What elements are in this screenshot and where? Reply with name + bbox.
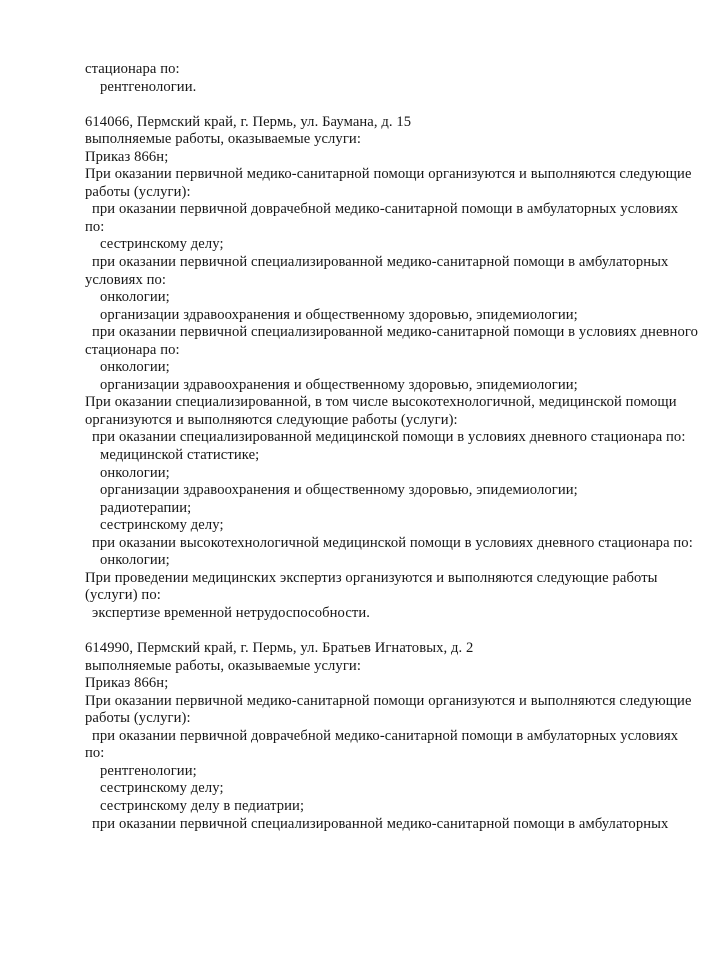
text-line: экспертизе временной нетрудоспособности. xyxy=(92,604,371,621)
text-line: (услуги) по: xyxy=(85,587,161,604)
text-line: при оказании первичной специализированной медико-санитарной помощи в амбулаторных xyxy=(92,815,669,832)
text-line: радиотерапии; xyxy=(100,499,192,516)
text-line: работы (услуги): xyxy=(85,710,191,727)
text-line: онкологии; xyxy=(100,359,170,376)
text-line: медицинской статистике; xyxy=(100,447,260,464)
text-line: При проведении медицинских экспертиз организуются и выполняются следующие работы xyxy=(85,569,658,586)
text-line: выполняемые работы, оказываемые услуги: xyxy=(85,657,361,674)
text-line: при оказании высокотехнологичной медицинской помощи в условиях дневного стационара по: xyxy=(92,534,693,551)
text-line: при оказании первичной доврачебной медико-санитарной помощи в амбулаторных условиях xyxy=(92,727,679,744)
text-line: выполняемые работы, оказываемые услуги: xyxy=(85,131,361,148)
text-line: онкологии; xyxy=(100,464,170,481)
text-line: стационара по: xyxy=(85,61,180,77)
text-line: сестринскому делу; xyxy=(100,780,224,797)
text-line: по: xyxy=(85,745,105,762)
text-line: сестринскому делу; xyxy=(100,517,224,534)
text-line: 614066, Пермский край, г. Пермь, ул. Баумана, д. 15 xyxy=(85,113,412,130)
text-line: рентгенологии. xyxy=(100,78,197,95)
blank-line xyxy=(85,96,691,114)
text-line: При оказании первичной медико-санитарной помощи организуются и выполняются следующие xyxy=(85,692,692,709)
text-line: При оказании первичной медико-санитарной помощи организуются и выполняются следующие xyxy=(85,166,692,183)
document-page xyxy=(85,61,698,833)
text-line: при оказании специализированной медицинской помощи в условиях дневного стационара по: xyxy=(92,429,686,446)
text-line: Приказ 866н; xyxy=(85,148,169,165)
text-line: сестринскому делу в педиатрии; xyxy=(100,797,305,814)
text-line: организации здравоохранения и общественному здоровью, эпидемиологии; xyxy=(100,306,578,323)
text-line: рентгенологии; xyxy=(100,762,197,779)
text-line: при оказании первичной специализированной медико-санитарной помощи в условиях дневного xyxy=(92,324,698,341)
text-line: по: xyxy=(85,218,105,235)
document-text-block xyxy=(85,61,698,833)
text-line: организуются и выполняются следующие работы (услуги): xyxy=(85,411,458,428)
blank-line xyxy=(85,623,691,641)
text-line: 614990, Пермский край, г. Пермь, ул. Братьев Игнатовых, д. 2 xyxy=(85,640,474,657)
text-line: условиях по: xyxy=(85,271,167,288)
text-line: сестринскому делу; xyxy=(100,236,224,253)
text-line: организации здравоохранения и общественному здоровью, эпидемиологии; xyxy=(100,482,578,499)
text-line: онкологии; xyxy=(100,289,170,306)
text-line: при оказании первичной специализированной медико-санитарной помощи в амбулаторных xyxy=(92,254,669,271)
text-line: работы (услуги): xyxy=(85,183,191,200)
text-line: Приказ 866н; xyxy=(85,675,169,692)
text-line: При оказании специализированной, в том числе высокотехнологичной, медицинской помощи xyxy=(85,394,677,411)
text-line: организации здравоохранения и общественному здоровью, эпидемиологии; xyxy=(100,376,578,393)
text-line: стационара по: xyxy=(85,341,180,358)
text-line: онкологии; xyxy=(100,552,170,569)
text-line: при оказании первичной доврачебной медико-санитарной помощи в амбулаторных условиях xyxy=(92,201,679,218)
